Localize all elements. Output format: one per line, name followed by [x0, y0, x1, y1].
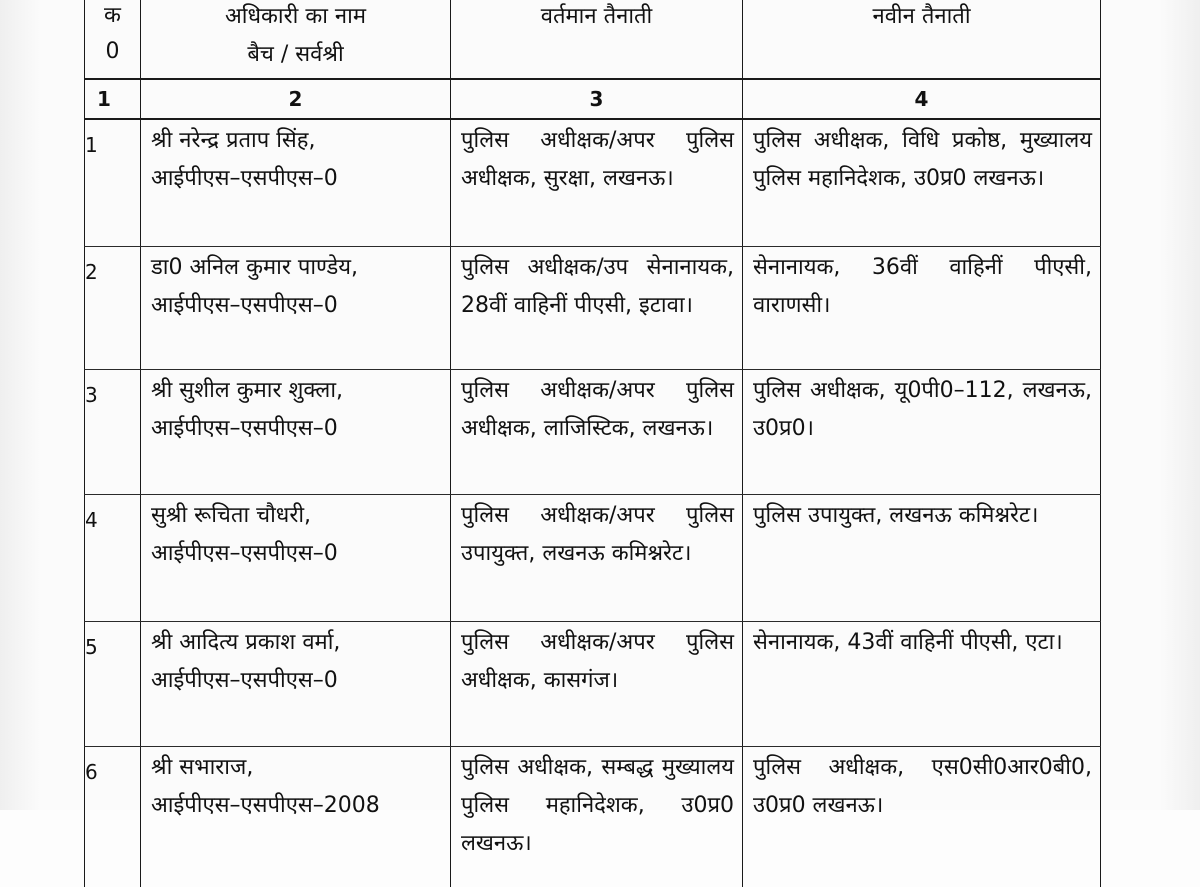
new-posting: [743, 747, 1101, 887]
new-posting: [743, 495, 1101, 622]
new-posting-text: पुलिस अधीक्षक, यू0पी0–112, लखनऊ, उ0प्र0।: [753, 372, 1092, 448]
officer-name: श्री नरेन्द्र प्रताप सिंह,: [151, 122, 442, 160]
officer-name: श्री सभाराज,: [151, 749, 442, 787]
transfer-table: [84, 0, 1101, 887]
column-number-row: [85, 79, 1101, 119]
officer-service: आईपीएस–एसपीएस–0: [151, 410, 442, 448]
table-row: [85, 495, 1101, 622]
table-row: [85, 747, 1101, 887]
header-serial: [85, 0, 141, 79]
current-posting: [451, 119, 743, 247]
table-row: [85, 370, 1101, 495]
header-serial-line1: क: [85, 0, 140, 34]
serial-number: 4: [85, 495, 141, 622]
officer-service: आईपीएस–एसपीएस–0: [151, 287, 442, 325]
header-serial-line2: 0: [85, 34, 140, 70]
new-posting-text: पुलिस अधीक्षक, विधि प्रकोष्ठ, मुख्यालय पुलिस महानिदेशक, उ0प्र0 लखनऊ।: [753, 122, 1092, 198]
new-posting-text: सेनानायक, 43वीं वाहिनीं पीएसी, एटा।: [753, 624, 1092, 662]
new-posting-text: सेनानायक, 36वीं वाहिनीं पीएसी, वाराणसी।: [753, 249, 1092, 325]
current-posting-text: पुलिस अधीक्षक/उप सेनानायक, 28वीं वाहिनीं पीएसी, इटावा।: [461, 249, 734, 325]
header-name-line1: अधिकारी का नाम: [141, 0, 450, 36]
officer-cell: [141, 747, 451, 887]
current-posting: [451, 370, 743, 495]
officer-name: श्री आदित्य प्रकाश वर्मा,: [151, 624, 442, 662]
current-posting-text: पुलिस अधीक्षक/अपर पुलिस उपायुक्त, लखनऊ कमिश्नरेट।: [461, 497, 734, 573]
officer-name: सुश्री रूचिता चौधरी,: [151, 497, 442, 535]
serial-number: 3: [85, 370, 141, 495]
header-new-posting: नवीन तैनाती: [743, 0, 1101, 79]
header-current-posting: वर्तमान तैनाती: [451, 0, 743, 79]
officer-cell: [141, 247, 451, 370]
serial-number: 6: [85, 747, 141, 887]
officer-service: आईपीएस–एसपीएस–2008: [151, 787, 442, 825]
current-posting: [451, 747, 743, 887]
officer-service: आईपीएस–एसपीएस–0: [151, 160, 442, 198]
left-scan-shadow: [0, 0, 40, 810]
new-posting-text: पुलिस अधीक्षक, एस0सी0आर0बी0, उ0प्र0 लखनऊ।: [753, 749, 1092, 825]
column-number-3: 3: [451, 79, 743, 119]
new-posting-text: पुलिस उपायुक्त, लखनऊ कमिश्नरेट।: [753, 497, 1092, 535]
new-posting: [743, 247, 1101, 370]
current-posting: [451, 495, 743, 622]
current-posting-text: पुलिस अधीक्षक/अपर पुलिस अधीक्षक, लाजिस्टिक, लखनऊ।: [461, 372, 734, 448]
header-officer-name: [141, 0, 451, 79]
column-number-4: 4: [743, 79, 1101, 119]
table-row: [85, 247, 1101, 370]
officer-cell: [141, 370, 451, 495]
officer-cell: [141, 119, 451, 247]
new-posting: [743, 370, 1101, 495]
new-posting: [743, 119, 1101, 247]
new-posting: [743, 622, 1101, 747]
current-posting-text: पुलिस अधीक्षक/अपर पुलिस अधीक्षक, सुरक्षा, लखनऊ।: [461, 122, 734, 198]
current-posting-text: पुलिस अधीक्षक, सम्बद्ध मुख्यालय पुलिस महानिदेशक, उ0प्र0 लखनऊ।: [461, 749, 734, 863]
table-row: [85, 622, 1101, 747]
table-row: [85, 119, 1101, 247]
serial-number: 1: [85, 119, 141, 247]
current-posting: [451, 247, 743, 370]
serial-number: 2: [85, 247, 141, 370]
current-posting: [451, 622, 743, 747]
officer-service: आईपीएस–एसपीएस–0: [151, 662, 442, 700]
current-posting-text: पुलिस अधीक्षक/अपर पुलिस अधीक्षक, कासगंज।: [461, 624, 734, 700]
header-row: [85, 0, 1101, 79]
officer-cell: [141, 495, 451, 622]
officer-service: आईपीएस–एसपीएस–0: [151, 535, 442, 573]
officer-cell: [141, 622, 451, 747]
column-number-2: 2: [141, 79, 451, 119]
officer-name: श्री सुशील कुमार शुक्ला,: [151, 372, 442, 410]
officer-name: डा0 अनिल कुमार पाण्डेय,: [151, 249, 442, 287]
column-number-1: 1: [85, 79, 141, 119]
right-scan-shadow: [1160, 0, 1200, 810]
header-name-line2: बैच / सर्वश्री: [141, 36, 450, 74]
serial-number: 5: [85, 622, 141, 747]
